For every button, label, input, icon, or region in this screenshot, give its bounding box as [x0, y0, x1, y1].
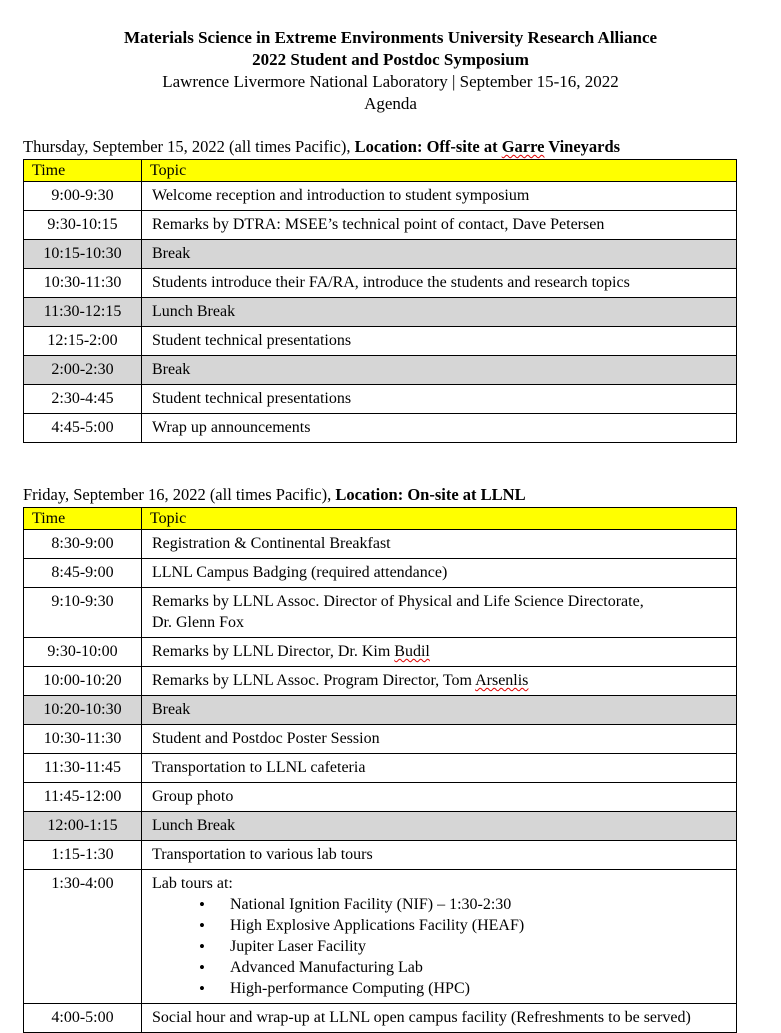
document-title-line1: Materials Science in Extreme Environments University Research Alliance — [123, 28, 658, 47]
friday-heading-date: Friday, September 16, 2022 (all times Pacific), — [23, 485, 336, 504]
agenda-row — [24, 841, 737, 870]
time-cell: 1:30-4:00 — [24, 870, 142, 1004]
agenda-row — [24, 667, 737, 696]
lab-tour-item: • High-performance Computing (HPC) — [230, 978, 730, 999]
topic-text: Dr. Glenn Fox — [152, 614, 244, 631]
agenda-row — [24, 696, 737, 725]
topic-text: Social hour and wrap-up at LLNL open campus facility (Refreshments to be served) — [152, 1009, 691, 1026]
friday-heading-location: Location: On-site at LLNL — [335, 485, 526, 504]
topic-text: Registration & Continental Breakfast — [152, 535, 391, 552]
time-cell: 11:30-12:15 — [24, 298, 142, 327]
time-cell: 10:00-10:20 — [24, 667, 142, 696]
table-header-row — [24, 160, 737, 182]
topic-text: Remarks by LLNL Assoc. Director of Physical and Life Science Directorate, — [152, 593, 644, 610]
topic-cell — [142, 812, 737, 841]
topic-cell — [142, 240, 737, 269]
topic-cell — [142, 530, 737, 559]
topic-text: Student technical presentations — [152, 390, 352, 407]
agenda-label: Agenda — [364, 94, 417, 113]
time-cell: 8:30-9:00 — [24, 530, 142, 559]
agenda-row — [24, 385, 737, 414]
agenda-row — [24, 240, 737, 269]
topic-cell — [142, 696, 737, 725]
topic-cell — [142, 667, 737, 696]
time-cell: 4:45-5:00 — [24, 414, 142, 443]
agenda-row — [24, 783, 737, 812]
time-column-header: Time — [24, 508, 142, 530]
topic-cell — [142, 870, 737, 1004]
topic-text: Break — [152, 361, 191, 378]
lab-tour-item: • National Ignition Facility (NIF) – 1:30-2:30 — [230, 894, 730, 915]
thursday-section-heading — [23, 136, 737, 157]
time-cell: 10:20-10:30 — [24, 696, 142, 725]
agenda-row — [24, 588, 737, 638]
agenda-row — [24, 356, 737, 385]
topic-text: Break — [152, 701, 191, 718]
friday-section — [23, 484, 737, 1033]
topic-cell — [142, 211, 737, 240]
document-body — [23, 136, 737, 1033]
agenda-row — [24, 559, 737, 588]
lab-tour-item: • Jupiter Laser Facility — [230, 936, 730, 957]
topic-cell — [142, 725, 737, 754]
table-header-row — [24, 508, 737, 530]
topic-text: Students introduce their FA/RA, introduce the students and research topics — [152, 274, 630, 291]
topic-cell — [142, 269, 737, 298]
topic-text: Remarks by LLNL Director, Dr. Kim — [152, 643, 395, 660]
agenda-row — [24, 182, 737, 211]
agenda-row — [24, 298, 737, 327]
topic-text: LLNL Campus Badging (required attendance) — [152, 564, 448, 581]
topic-text: Group photo — [152, 788, 234, 805]
topic-column-header: Topic — [142, 160, 737, 182]
misspelled-word: Budil — [394, 643, 430, 660]
topic-cell — [142, 783, 737, 812]
time-cell: 10:30-11:30 — [24, 269, 142, 298]
lab-tour-item: • Advanced Manufacturing Lab — [230, 957, 730, 978]
topic-text: Wrap up announcements — [152, 419, 311, 436]
time-cell: 10:15-10:30 — [24, 240, 142, 269]
thursday-heading-location-tail: Vineyards — [544, 137, 621, 156]
misspelled-word: Arsenlis — [475, 672, 529, 689]
time-cell: 1:15-1:30 — [24, 841, 142, 870]
topic-cell — [142, 385, 737, 414]
topic-cell — [142, 841, 737, 870]
agenda-row — [24, 414, 737, 443]
time-cell: 4:00-5:00 — [24, 1004, 142, 1033]
thursday-heading-misspelled-word: Garre — [501, 137, 545, 156]
agenda-row — [24, 870, 737, 1004]
lab-tour-item: • High Explosive Applications Facility (HEAF) — [230, 915, 730, 936]
topic-cell — [142, 182, 737, 211]
topic-text: Lab tours at: — [152, 875, 233, 892]
thursday-section — [23, 136, 737, 443]
topic-cell — [142, 559, 737, 588]
topic-cell — [142, 356, 737, 385]
time-cell: 12:00-1:15 — [24, 812, 142, 841]
topic-cell — [142, 588, 737, 638]
time-cell: 12:15-2:00 — [24, 327, 142, 356]
agenda-row — [24, 812, 737, 841]
agenda-row — [24, 1004, 737, 1033]
agenda-row — [24, 211, 737, 240]
topic-text: Welcome reception and introduction to student symposium — [152, 187, 530, 204]
time-cell: 9:00-9:30 — [24, 182, 142, 211]
topic-column-header: Topic — [142, 508, 737, 530]
topic-text: Remarks by DTRA: MSEE’s technical point of contact, Dave Petersen — [152, 216, 605, 233]
agenda-row — [24, 269, 737, 298]
topic-cell — [142, 327, 737, 356]
time-cell: 2:00-2:30 — [24, 356, 142, 385]
thursday-agenda-table — [23, 159, 737, 443]
time-cell: 2:30-4:45 — [24, 385, 142, 414]
topic-cell — [142, 298, 737, 327]
lab-tours-list — [152, 894, 730, 999]
topic-text: Student and Postdoc Poster Session — [152, 730, 380, 747]
agenda-row — [24, 638, 737, 667]
topic-text: Transportation to various lab tours — [152, 846, 373, 863]
topic-text: Lunch Break — [152, 303, 236, 320]
time-column-header: Time — [24, 160, 142, 182]
agenda-row — [24, 754, 737, 783]
time-cell: 9:10-9:30 — [24, 588, 142, 638]
topic-text: Break — [152, 245, 191, 262]
topic-cell — [142, 1004, 737, 1033]
topic-cell — [142, 414, 737, 443]
thursday-heading-date: Thursday, September 15, 2022 (all times Pacific), — [23, 137, 355, 156]
friday-agenda-table — [23, 507, 737, 1033]
topic-cell — [142, 754, 737, 783]
agenda-row — [24, 725, 737, 754]
topic-text: Remarks by LLNL Assoc. Program Director, Tom — [152, 672, 476, 689]
thursday-heading-location: Location: Off-site at — [354, 137, 502, 156]
agenda-row — [24, 530, 737, 559]
agenda-row — [24, 327, 737, 356]
document-title-line2: 2022 Student and Postdoc Symposium — [252, 50, 529, 69]
topic-cell — [142, 638, 737, 667]
friday-section-heading — [23, 484, 737, 505]
time-cell: 11:30-11:45 — [24, 754, 142, 783]
document-subtitle: Lawrence Livermore National Laboratory | September 15-16, 2022 — [162, 72, 619, 91]
time-cell: 9:30-10:15 — [24, 211, 142, 240]
topic-text: Lunch Break — [152, 817, 236, 834]
time-cell: 8:45-9:00 — [24, 559, 142, 588]
topic-text: Transportation to LLNL cafeteria — [152, 759, 366, 776]
topic-text: Student technical presentations — [152, 332, 352, 349]
time-cell: 9:30-10:00 — [24, 638, 142, 667]
document-header — [0, 27, 781, 115]
time-cell: 10:30-11:30 — [24, 725, 142, 754]
time-cell: 11:45-12:00 — [24, 783, 142, 812]
